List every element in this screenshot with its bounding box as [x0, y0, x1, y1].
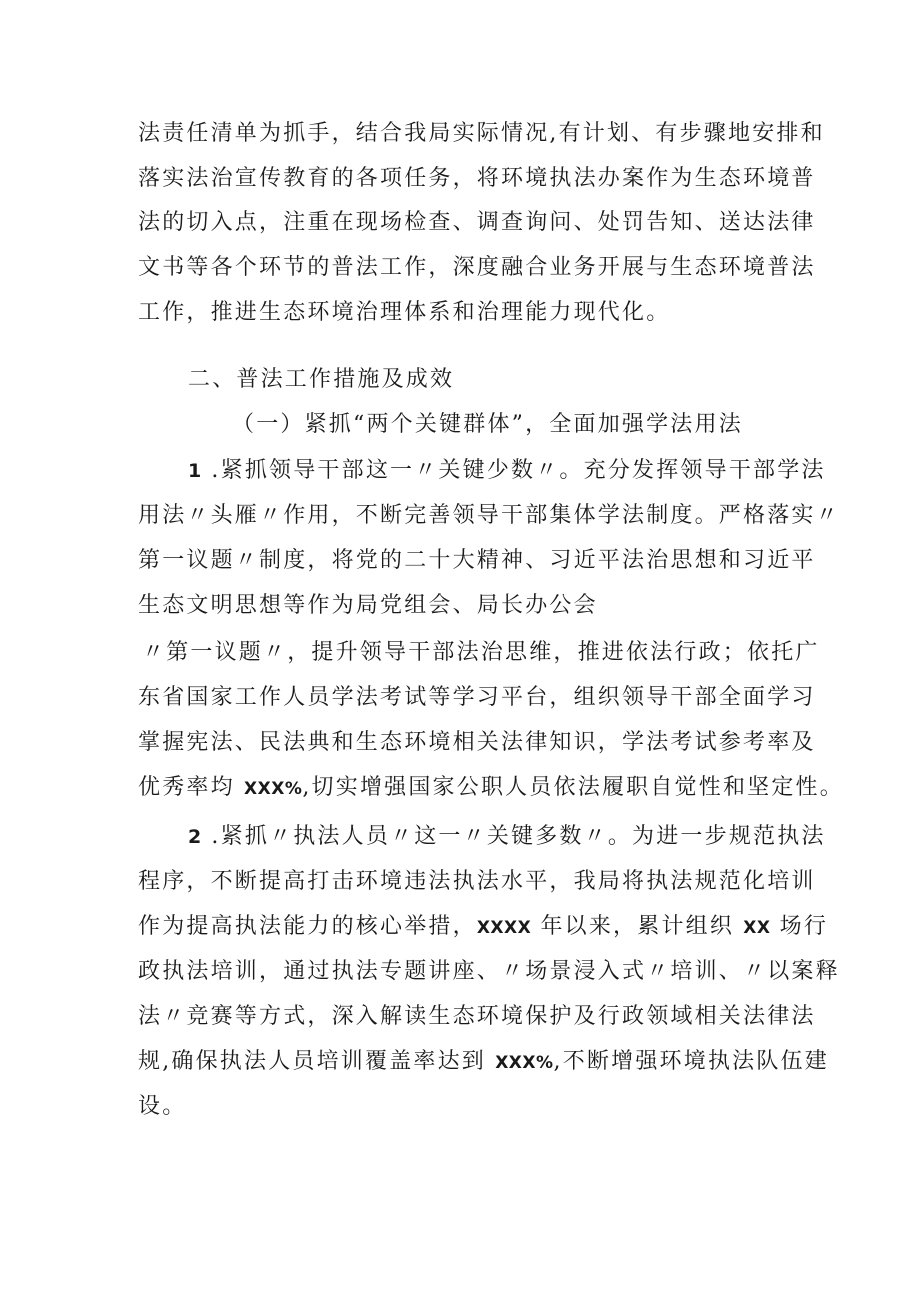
item-text: .紧抓〃执法人员〃这一〃关键多数〃。为进一步规范执法 — [202, 824, 826, 849]
numbered-item-1 — [188, 456, 826, 486]
placeholder-value: XXX% — [244, 779, 303, 799]
paragraph-line: 工作，推进生态环境治理体系和治理能力现代化。 — [138, 300, 671, 325]
paragraph-line: 法〃竞赛等方式，深入解读生态环境保护及行政领域相关法律法 — [138, 1004, 816, 1029]
text-segment: 作为提高执法能力的核心举措， — [138, 914, 477, 939]
paragraph-line: 政执法培训，通过执法专题讲座、〃场景浸入式〃培训、〃以案释 — [138, 959, 840, 984]
paragraph-line: 法责任清单为抓手，结合我局实际情况,有计划、有步骤地安排和 — [138, 121, 825, 146]
placeholder-value: XXX% — [495, 1053, 554, 1073]
paragraph-line: 落实法治宣传教育的各项任务，将环境执法办案作为生态环境普 — [138, 166, 816, 191]
paragraph-line — [138, 1047, 829, 1078]
paragraph-line: 东省国家工作人员学法考试等学习平台，组织领导干部全面学习 — [138, 685, 816, 710]
item-number: 2 — [188, 826, 203, 848]
paragraph-line: 第一议题〃制度，将党的二十大精神、习近平法治思想和习近平 — [138, 548, 816, 573]
paragraph-line — [138, 912, 828, 943]
subsection-heading: （一）紧抓“两个关键群体”，全面加强学法用法 — [232, 412, 743, 437]
numbered-item-2 — [188, 822, 826, 852]
text-segment: 场行 — [770, 914, 829, 939]
text-segment: ,不断增强环境执法队伍建 — [553, 1049, 829, 1074]
section-heading: 二、普法工作措施及成效 — [188, 367, 455, 392]
paragraph-line: 用法〃头雁〃作用，不断完善领导干部集体学法制度。严格落实〃 — [138, 503, 840, 528]
paragraph-line: 〃第一议题〃，提升领导干部法治思维，推进依法行政；依托广 — [142, 640, 820, 665]
text-segment: 优秀率均 — [138, 775, 244, 800]
paragraph-line: 文书等各个环节的普法工作，深度融合业务开展与生态环境普法 — [138, 255, 816, 280]
text-segment: 年以来，累计组织 — [531, 914, 744, 939]
paragraph-line — [138, 773, 844, 804]
item-text: .紧抓领导干部这一〃关键少数〃。充分发挥领导干部学法 — [202, 458, 826, 483]
paragraph-line: 设。 — [138, 1094, 187, 1119]
text-segment: ,切实增强国家公职人员依法履职自觉性和坚定性。 — [302, 775, 844, 800]
item-number: 1 — [188, 460, 203, 482]
text-segment: 规,确保执法人员培训覆盖率达到 — [138, 1049, 496, 1074]
paragraph-line: 生态文明思想等作为局党组会、局长办公会 — [138, 593, 598, 618]
placeholder-value: XX — [743, 918, 771, 938]
paragraph-line: 程序，不断提高打击环境违法执法水平，我局将执法规范化培训 — [138, 869, 816, 894]
placeholder-value: XXXX — [476, 918, 532, 938]
paragraph-line: 法的切入点，注重在现场检查、调查询问、处罚告知、送达法律 — [138, 210, 816, 235]
paragraph-line: 掌握宪法、民法典和生态环境相关法律知识，学法考试参考率及 — [138, 730, 816, 755]
